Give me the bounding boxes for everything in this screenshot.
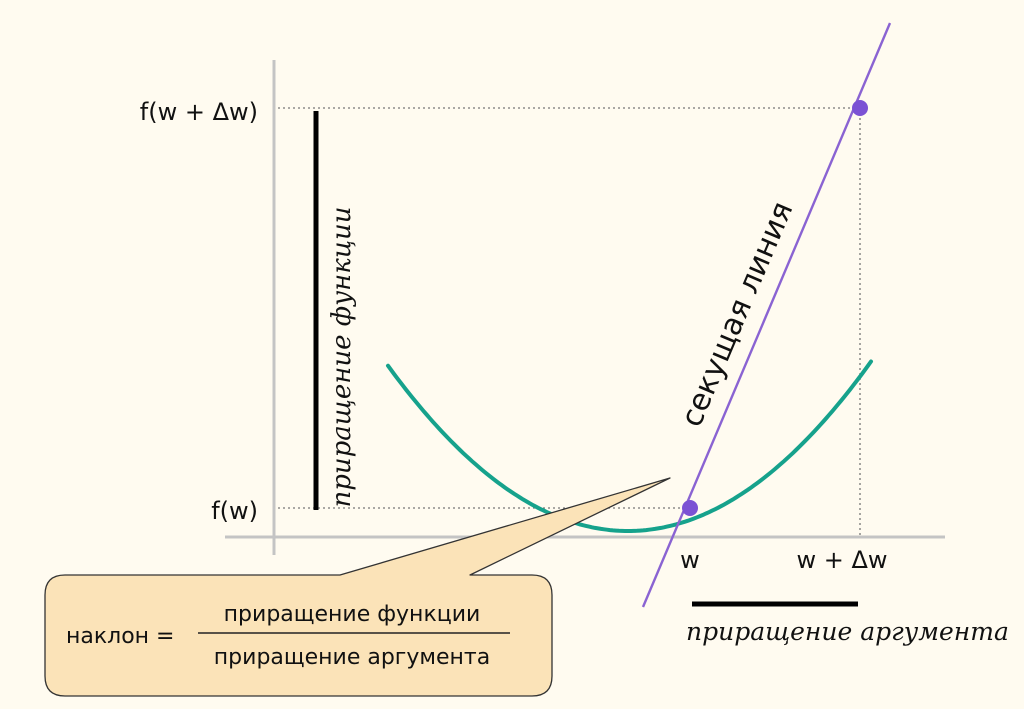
callout-numerator: приращение функции (223, 602, 481, 627)
point-w-dw (852, 100, 868, 116)
label-argument-increment: приращение аргумента (686, 617, 1009, 646)
label-f-w-dw: f(w + Δw) (139, 98, 258, 126)
label-f-w: f(w) (211, 497, 258, 525)
label-w-dw: w + Δw (796, 546, 888, 574)
label-w: w (680, 546, 700, 574)
callout-denominator: приращение аргумента (213, 645, 491, 670)
point-w (682, 500, 698, 516)
callout-prefix: наклон = (66, 624, 175, 649)
label-function-increment: приращение функции (327, 206, 357, 508)
label-secant-line: секущая линия (674, 196, 801, 432)
function-curve (388, 362, 871, 532)
